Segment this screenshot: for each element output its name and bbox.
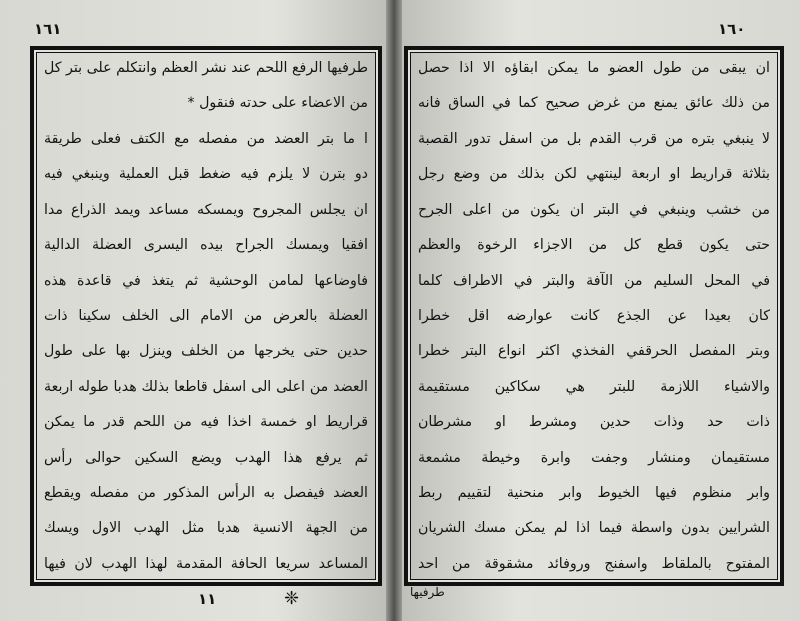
text-line: طرفيها الرفع اللحم عند نشر العظم وانتكلم على بتر كل bbox=[44, 60, 368, 76]
text-line: ا ما بتر العضد من مفصله مع الكتف فعلى طريقة bbox=[44, 130, 368, 147]
text-line: وبتر المفصل الحرقفي الفخذي اكثر انواع البتر خطرا bbox=[418, 343, 770, 360]
text-line: المساعد سريعا الحافة المقدمة لهذا الهدب لان فيها bbox=[44, 555, 368, 572]
text-line: ثم يرفع هذا الهدب ويضع السكين حوالى رأس bbox=[44, 449, 368, 466]
text-line: مستقيمان ومنشار وجفت وابرة وخيطة مشمعة bbox=[418, 449, 770, 466]
text-line: من خشب وينبغي في البتر ان يكون من اعلى الجرح bbox=[418, 201, 770, 218]
text-line: الشرايين بدون واسطة فيما اذا لم يمكن مسك الشريان bbox=[418, 520, 770, 537]
text-line: قراريط او خمسة اخذا فيه من اللحم قدر ما يمكن bbox=[44, 414, 368, 431]
right-text-frame bbox=[404, 46, 784, 586]
text-line: العضد فيفصل به الرأس المذكور من مفصله ويقطع bbox=[44, 485, 368, 502]
right-page-number: ١٦٠ bbox=[718, 20, 746, 38]
text-line: ان يبقى من طول العضو ما يمكن ابقاؤه الا اذا حصل bbox=[418, 60, 770, 76]
text-line: من ذلك عائق يمنع من غرض صحيح كما في الساق فانه bbox=[418, 95, 770, 112]
text-line: في المحل السليم من الآفة والبتر في الاطراف كلما bbox=[418, 272, 770, 289]
text-line: افقيا ويمسك الجراح بيده اليسرى العضلة الدالية bbox=[44, 237, 368, 254]
text-line: كان بعيدا عن الجذع كانت عوارضه اقل خطرا bbox=[418, 307, 770, 324]
text-line: لا ينبغي بتره من قرب القدم بل من اسفل تدور القصبة bbox=[418, 130, 770, 147]
text-line: من الجهة الانسية هدبا مثل الهدب الاول ويسك bbox=[44, 520, 368, 537]
text-line: حدين حتى يخرجها من الخلف وينزل بها على طول bbox=[44, 343, 368, 360]
text-line: العضد من اعلى الى اسفل قاطعا بذلك هدبا طوله اربعة bbox=[44, 378, 368, 395]
text-line: وابر منظوم فيها الخيوط وابر منحنية لتقييم ربط bbox=[418, 485, 770, 502]
text-line: والاشياء اللازمة للبتر هي سكاكين مستقيمة bbox=[418, 378, 770, 395]
text-line: من الاعضاء على حدته فنقول * bbox=[187, 95, 368, 112]
text-line: المفتوح بالملقاط واسفنج وروفائد مشقوقة من احد bbox=[418, 555, 770, 572]
catchword: طرفيها bbox=[410, 585, 445, 599]
text-line: ذات حد وذات حدين ومشرط او مشرطان bbox=[418, 414, 770, 431]
left-text-block bbox=[44, 58, 368, 574]
right-text-block bbox=[418, 58, 770, 574]
ornament-icon: ❈ bbox=[284, 588, 300, 609]
left-page-number: ١٦١ bbox=[34, 20, 62, 38]
text-line: حتى يكون قطع كل من الاجزاء الرخوة والعظم bbox=[418, 237, 770, 254]
text-line: دو بترن لا يلزم فيه ضغط قبل العملية وينبغي فيه bbox=[44, 166, 368, 183]
text-line: العضلة بالعرض من الامام الى الخلف سكينا ذات bbox=[44, 307, 368, 324]
text-line: ان يجلس المجروح ويمسكه مساعد ويمد الذراع مدا bbox=[44, 201, 368, 218]
text-line: بثلاثة قراريط او اربعة لينتهي لكن بذلك من وضع رجل bbox=[418, 166, 770, 183]
left-text-frame bbox=[30, 46, 382, 586]
book-gutter bbox=[386, 0, 402, 621]
signature-mark: ١١ bbox=[198, 590, 217, 608]
text-line: فاوضاعها لمامن الوحشية ثم يتغذ في قاعدة هذه bbox=[44, 272, 368, 289]
